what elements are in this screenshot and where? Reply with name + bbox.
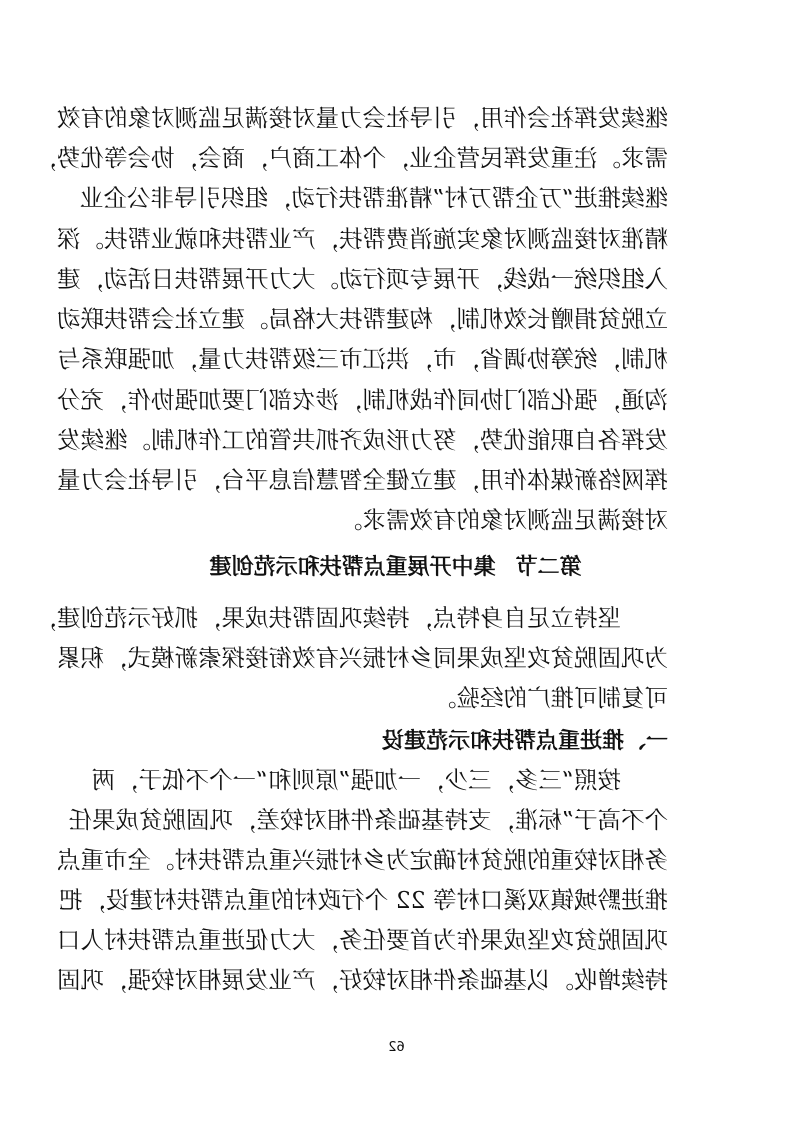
section-title: 集中开展重点帮扶和示范创建 [209, 555, 496, 580]
paragraph-line: 精准对接监测对象实施消费帮扶，产业帮扶和就业帮扶。深 [57, 225, 668, 253]
paragraph-line: 持续增收。以基础条件相对较好，产业发展相对较强，巩固 [57, 966, 668, 994]
subsection-number: 一、 [623, 729, 668, 754]
paragraph-line: 按照“三多，三少，一加强”原则和“一个不低于，两 [91, 766, 621, 794]
paragraph-line: 坚持立足自身特点，持续巩固帮扶成果，抓好示范创建， [33, 604, 621, 632]
paragraph-line: 继续发挥社会作用，引导社会力量对接满足监测对象的有效 [57, 104, 668, 132]
paragraph-line: 需求。注重发挥民营企业，个体工商户，商会，协会等优势， [33, 144, 668, 172]
paragraph-line: 巩固脱贫攻坚成果作为首要任务，大力促进重点帮扶村人口 [57, 926, 668, 954]
paragraph-line: 入组织统一战线，开展专项行动。大力开展帮扶日活动，建 [57, 265, 668, 293]
paragraph-line: 立脱贫捐赠长效机制，构建帮扶大格局。建立社会帮扶联动 [57, 305, 668, 333]
paragraph-line: 对接满足监测对象的有效需求。 [339, 506, 668, 534]
paragraph-line: 机制，统筹协调省，市，洪江市三级帮扶力量，加强联系与 [57, 345, 668, 373]
paragraph-line: 继续推进“万企帮万村”精准帮扶行动，组织引导非公企业 [79, 184, 668, 212]
page-number: 62 [388, 1040, 405, 1055]
paragraph-line: 沟通，强化部门协同作战机制，涉农部门要加强协作，充分 [57, 386, 668, 414]
paragraph-line: 务相对较重的脱贫村确定为乡村振兴重点帮扶村。全市重点 [57, 846, 668, 874]
paragraph-line: 为巩固脱贫攻坚成果同乡村振兴有效衔接探索新模式，积累 [57, 644, 668, 672]
subsection-heading [123, 727, 668, 757]
paragraph-line: 可复制可推广的经验。 [433, 684, 668, 712]
section-heading [123, 553, 668, 583]
section-number: 第二节 [515, 555, 582, 580]
paragraph-line: 发挥各自职能优势，努力形成齐抓共管的工作机制。继续发 [57, 426, 668, 454]
subsection-title: 推进重点帮扶和示范建设 [381, 729, 624, 754]
paragraph-line: 个不高于”标准，支持基础条件相对较差，巩固脱贫成果任 [68, 806, 668, 834]
paragraph-line: 挥网络新媒体作用，建立健全智慧信息平台，引导社会力量 [57, 466, 668, 494]
paragraph-line: 推进黔城镇双溪口村等 22 个行政村的重点帮扶村建设，把 [59, 886, 668, 914]
